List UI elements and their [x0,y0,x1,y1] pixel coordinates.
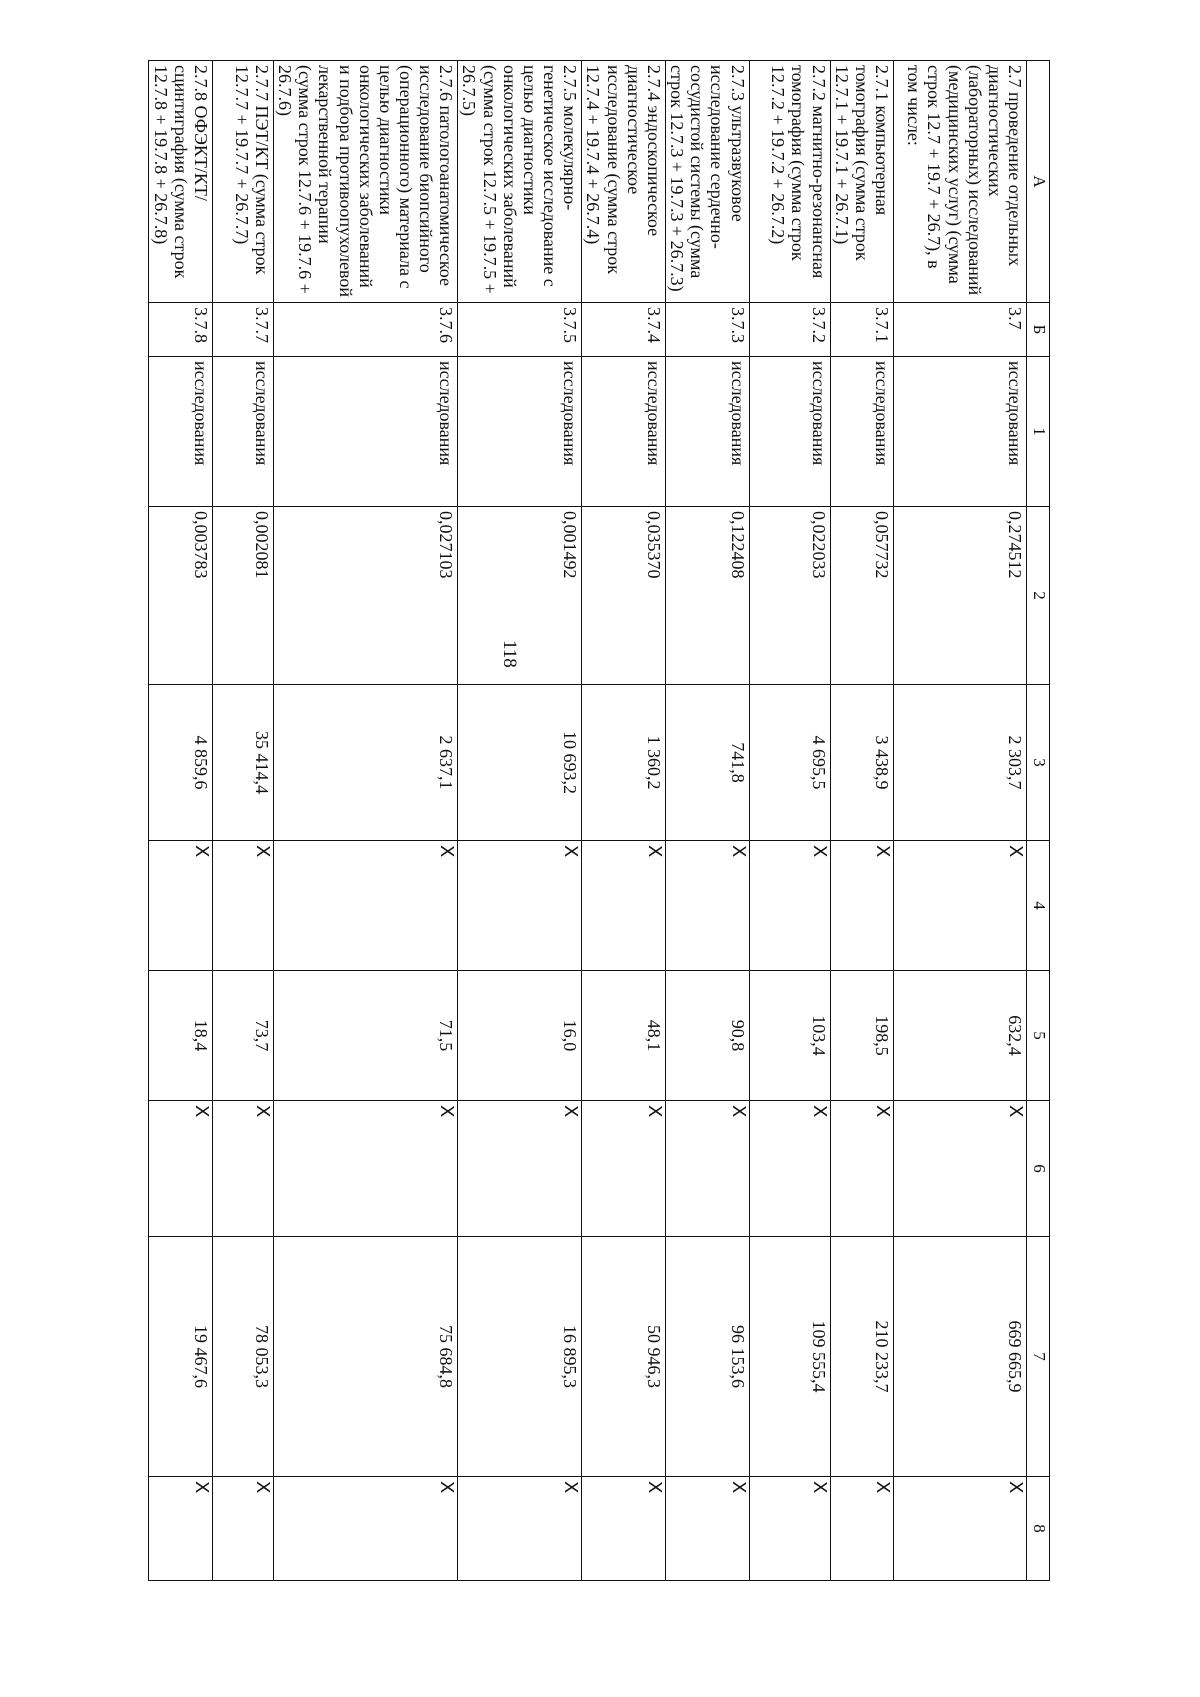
col-header-4: 4 [1027,841,1050,971]
x-cell: Х [273,1101,457,1237]
x-cell: Х [458,1101,582,1237]
x-cell: Х [749,1101,830,1237]
col-header-3: 3 [1027,685,1050,841]
table-row [665,61,749,1581]
x-cell: Х [212,1477,273,1581]
x-cell: Х [830,841,893,971]
x-cell: Х [665,1101,749,1237]
row-code: 3.7.5 [458,303,582,357]
x-cell: Х [582,1477,666,1581]
x-cell: Х [149,1477,212,1581]
row-title: 2.7.8 ОФЭКТ/КТ/сцинтиграфия (сумма строк 12.7.8 + 19.7.8 + 26.7.8) [149,61,212,303]
value-cell: 109 555,4 [749,1237,830,1477]
row-code: 3.7.1 [830,303,893,357]
x-cell: Х [149,841,212,971]
unit-cell: исследования [149,357,212,507]
value-cell: 632,4 [894,971,1027,1101]
unit-cell: исследования [458,357,582,507]
row-code: 3.7 [894,303,1027,357]
value-cell: 669 665,9 [894,1237,1027,1477]
row-code: 3.7.2 [749,303,830,357]
value-cell: 4 859,6 [149,685,212,841]
data-table [148,60,1050,1581]
row-code: 3.7.7 [212,303,273,357]
value-cell: 210 233,7 [830,1237,893,1477]
value-cell: 0,002081 [212,507,273,685]
x-cell: Х [458,1477,582,1581]
unit-cell: исследования [894,357,1027,507]
unit-cell: исследования [749,357,830,507]
col-header-6: 6 [1027,1101,1050,1237]
value-cell: 35 414,4 [212,685,273,841]
row-code: 3.7.8 [149,303,212,357]
x-cell: Х [749,1477,830,1581]
value-cell: 71,5 [273,971,457,1101]
unit-cell: исследования [212,357,273,507]
value-cell: 198,5 [830,971,893,1101]
value-cell: 48,1 [582,971,666,1101]
value-cell: 1 360,2 [582,685,666,841]
unit-cell: исследования [665,357,749,507]
value-cell: 96 153,6 [665,1237,749,1477]
value-cell: 0,003783 [149,507,212,685]
unit-cell: исследования [273,357,457,507]
unit-cell: исследования [830,357,893,507]
value-cell: 0,027103 [273,507,457,685]
unit-cell: исследования [582,357,666,507]
x-cell: Х [149,1101,212,1237]
row-title: 2.7 проведение отдельных диагностических (лабораторных) исследований (медицинских услуг) (сумма строк 12.7 + 19.7 + 26.7), в том числе: [894,61,1027,303]
value-cell: 16 895,3 [458,1237,582,1477]
x-cell: Х [212,841,273,971]
col-header-7: 7 [1027,1237,1050,1477]
x-cell: Х [582,1101,666,1237]
value-cell: 741,8 [665,685,749,841]
value-cell: 75 684,8 [273,1237,457,1477]
x-cell: Х [273,1477,457,1581]
value-cell: 0,022033 [749,507,830,685]
col-header-2: 2 [1027,507,1050,685]
x-cell: Х [582,841,666,971]
table-row [458,61,582,1581]
value-cell: 0,122408 [665,507,749,685]
row-title: 2.7.3 ультразвуковое исследование сердечно-сосудистой системы (сумма строк 12.7.3 + 19.7.3 + 26.7.3) [665,61,749,303]
table-row [582,61,666,1581]
row-code: 3.7.4 [582,303,666,357]
x-cell: Х [894,1101,1027,1237]
value-cell: 78 053,3 [212,1237,273,1477]
header-row [1027,61,1050,1581]
value-cell: 18,4 [149,971,212,1101]
x-cell: Х [665,841,749,971]
value-cell: 3 438,9 [830,685,893,841]
value-cell: 2 637,1 [273,685,457,841]
col-header-a: A [1027,61,1050,303]
row-title: 2.7.6 патологоанатомическое исследование биопсийного (операционного) материала с целью диагностики онкологических заболеваний и подбора противоопухолевой лекарственной терапии (сумма строк 12.7.6 + 19.7.6 + 26.7.6) [273,61,457,303]
col-header-b: Б [1027,303,1050,357]
value-cell: 0,035370 [582,507,666,685]
col-header-5: 5 [1027,971,1050,1101]
table-row [830,61,893,1581]
table-row [273,61,457,1581]
row-title: 2.7.5 молекулярно-генетическое исследование с целью диагностики онкологических заболеваний (сумма строк 12.7.5 + 19.7.5 + 26.7.5) [458,61,582,303]
col-header-8: 8 [1027,1477,1050,1581]
row-title: 2.7.1 компьютерная томография (сумма строк 12.7.1 + 19.7.1 + 26.7.1) [830,61,893,303]
table-row [149,61,212,1581]
row-code: 3.7.6 [273,303,457,357]
value-cell: 19 467,6 [149,1237,212,1477]
row-title: 2.7.2 магнитно-резонансная томография (сумма строк 12.7.2 + 19.7.2 + 26.7.2) [749,61,830,303]
x-cell: Х [458,841,582,971]
row-title: 2.7.4 эндоскопическое диагностическое исследование (сумма строк 12.7.4 + 19.7.4 + 26.7.4) [582,61,666,303]
value-cell: 0,057732 [830,507,893,685]
value-cell: 2 303,7 [894,685,1027,841]
table-row [749,61,830,1581]
x-cell: Х [749,841,830,971]
value-cell: 90,8 [665,971,749,1101]
value-cell: 10 693,2 [458,685,582,841]
x-cell: Х [894,1477,1027,1581]
x-cell: Х [273,841,457,971]
value-cell: 0,274512 [894,507,1027,685]
value-cell: 103,4 [749,971,830,1101]
value-cell: 0,001492 [458,507,582,685]
x-cell: Х [894,841,1027,971]
table-row [894,61,1027,1581]
page-number-text: 118 [499,640,520,668]
value-cell: 16,0 [458,971,582,1101]
value-cell: 50 946,3 [582,1237,666,1477]
value-cell: 73,7 [212,971,273,1101]
x-cell: Х [665,1477,749,1581]
x-cell: Х [830,1101,893,1237]
value-cell: 4 695,5 [749,685,830,841]
col-header-1: 1 [1027,357,1050,507]
table-row [212,61,273,1581]
row-title: 2.7.7 ПЭТ/КТ (сумма строк 12.7.7 + 19.7.7 + 26.7.7) [212,61,273,303]
row-code: 3.7.3 [665,303,749,357]
x-cell: Х [212,1101,273,1237]
x-cell: Х [830,1477,893,1581]
